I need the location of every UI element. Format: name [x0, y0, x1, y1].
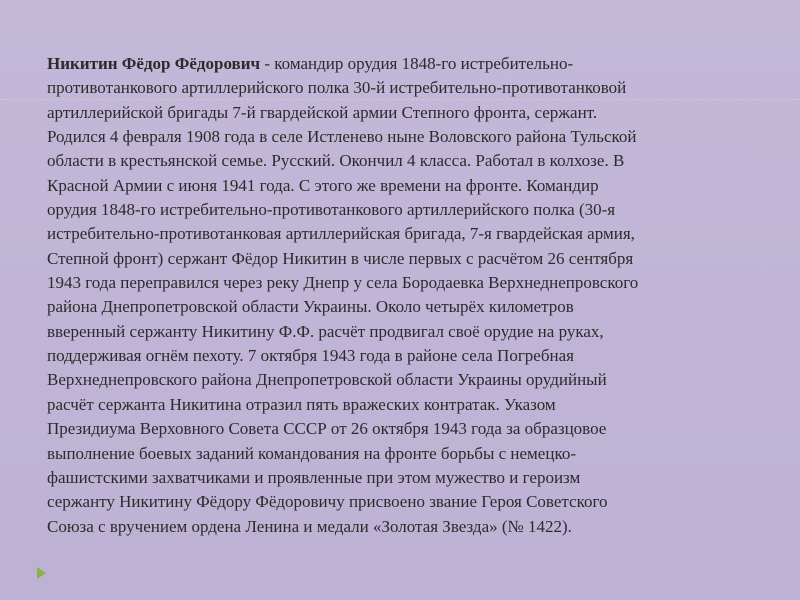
- hero-name: Никитин Фёдор Фёдорович: [47, 54, 261, 73]
- text-line: Родился 4 февраля 1908 года в селе Истленево ныне Воловского района Тульской: [47, 127, 637, 147]
- text-line: района Днепропетровской области Украины. Около четырёх километров: [47, 297, 574, 317]
- text-line: Красной Армии с июня 1941 года. С этого же времени на фронте. Командир: [47, 175, 599, 195]
- text-line: сержанту Никитину Фёдору Фёдоровичу присвоено звание Героя Советского: [47, 492, 608, 512]
- text-line: поддерживая огнём пехоту. 7 октября 1943 года в районе села Погребная: [47, 346, 574, 366]
- text-line: фашистскими захватчиками и проявленные при этом мужество и героизм: [47, 467, 581, 487]
- text-line: орудия 1848-го истребительно-противотанкового артиллерийского полка (30-я: [47, 200, 616, 220]
- biography-text: [47, 52, 747, 539]
- text-line: Степной фронт) сержант Фёдор Никитин в числе первых с расчётом 26 сентября: [47, 248, 634, 268]
- text-line: Верхнеднепровского района Днепропетровской области Украины орудийный: [47, 370, 607, 390]
- text-line: - командир орудия 1848-го истребительно-: [260, 54, 574, 73]
- text-line: области в крестьянской семье. Русский. Окончил 4 класса. Работал в колхозе. В: [47, 151, 625, 171]
- first-line: [47, 52, 747, 76]
- play-triangle-icon[interactable]: [37, 567, 46, 579]
- text-line: артиллерийской бригады 7-й гвардейской армии Степного фронта, сержант.: [47, 102, 598, 122]
- text-line: расчёт сержанта Никитина отразил пять вражеских контратак. Указом: [47, 394, 556, 414]
- text-line: противотанкового артиллерийского полка 30-й истребительно-противотанковой: [47, 78, 627, 98]
- text-line: Президиума Верховного Совета СССР от 26 октября 1943 года за образцовое: [47, 419, 607, 439]
- text-line: выполнение боевых заданий командования на фронте борьбы с немецко-: [47, 443, 577, 463]
- text-line: истребительно-противотанковая артиллерийская бригада, 7-я гвардейская армия,: [47, 224, 635, 244]
- text-line: вверенный сержанту Никитину Ф.Ф. расчёт продвигал своё орудие на руках,: [47, 321, 604, 341]
- text-line: Союза с вручением ордена Ленина и медали «Золотая Звезда» (№ 1422).: [47, 516, 572, 536]
- text-line: 1943 года переправился через реку Днепр у села Бородаевка Верхнеднепровского: [47, 273, 639, 293]
